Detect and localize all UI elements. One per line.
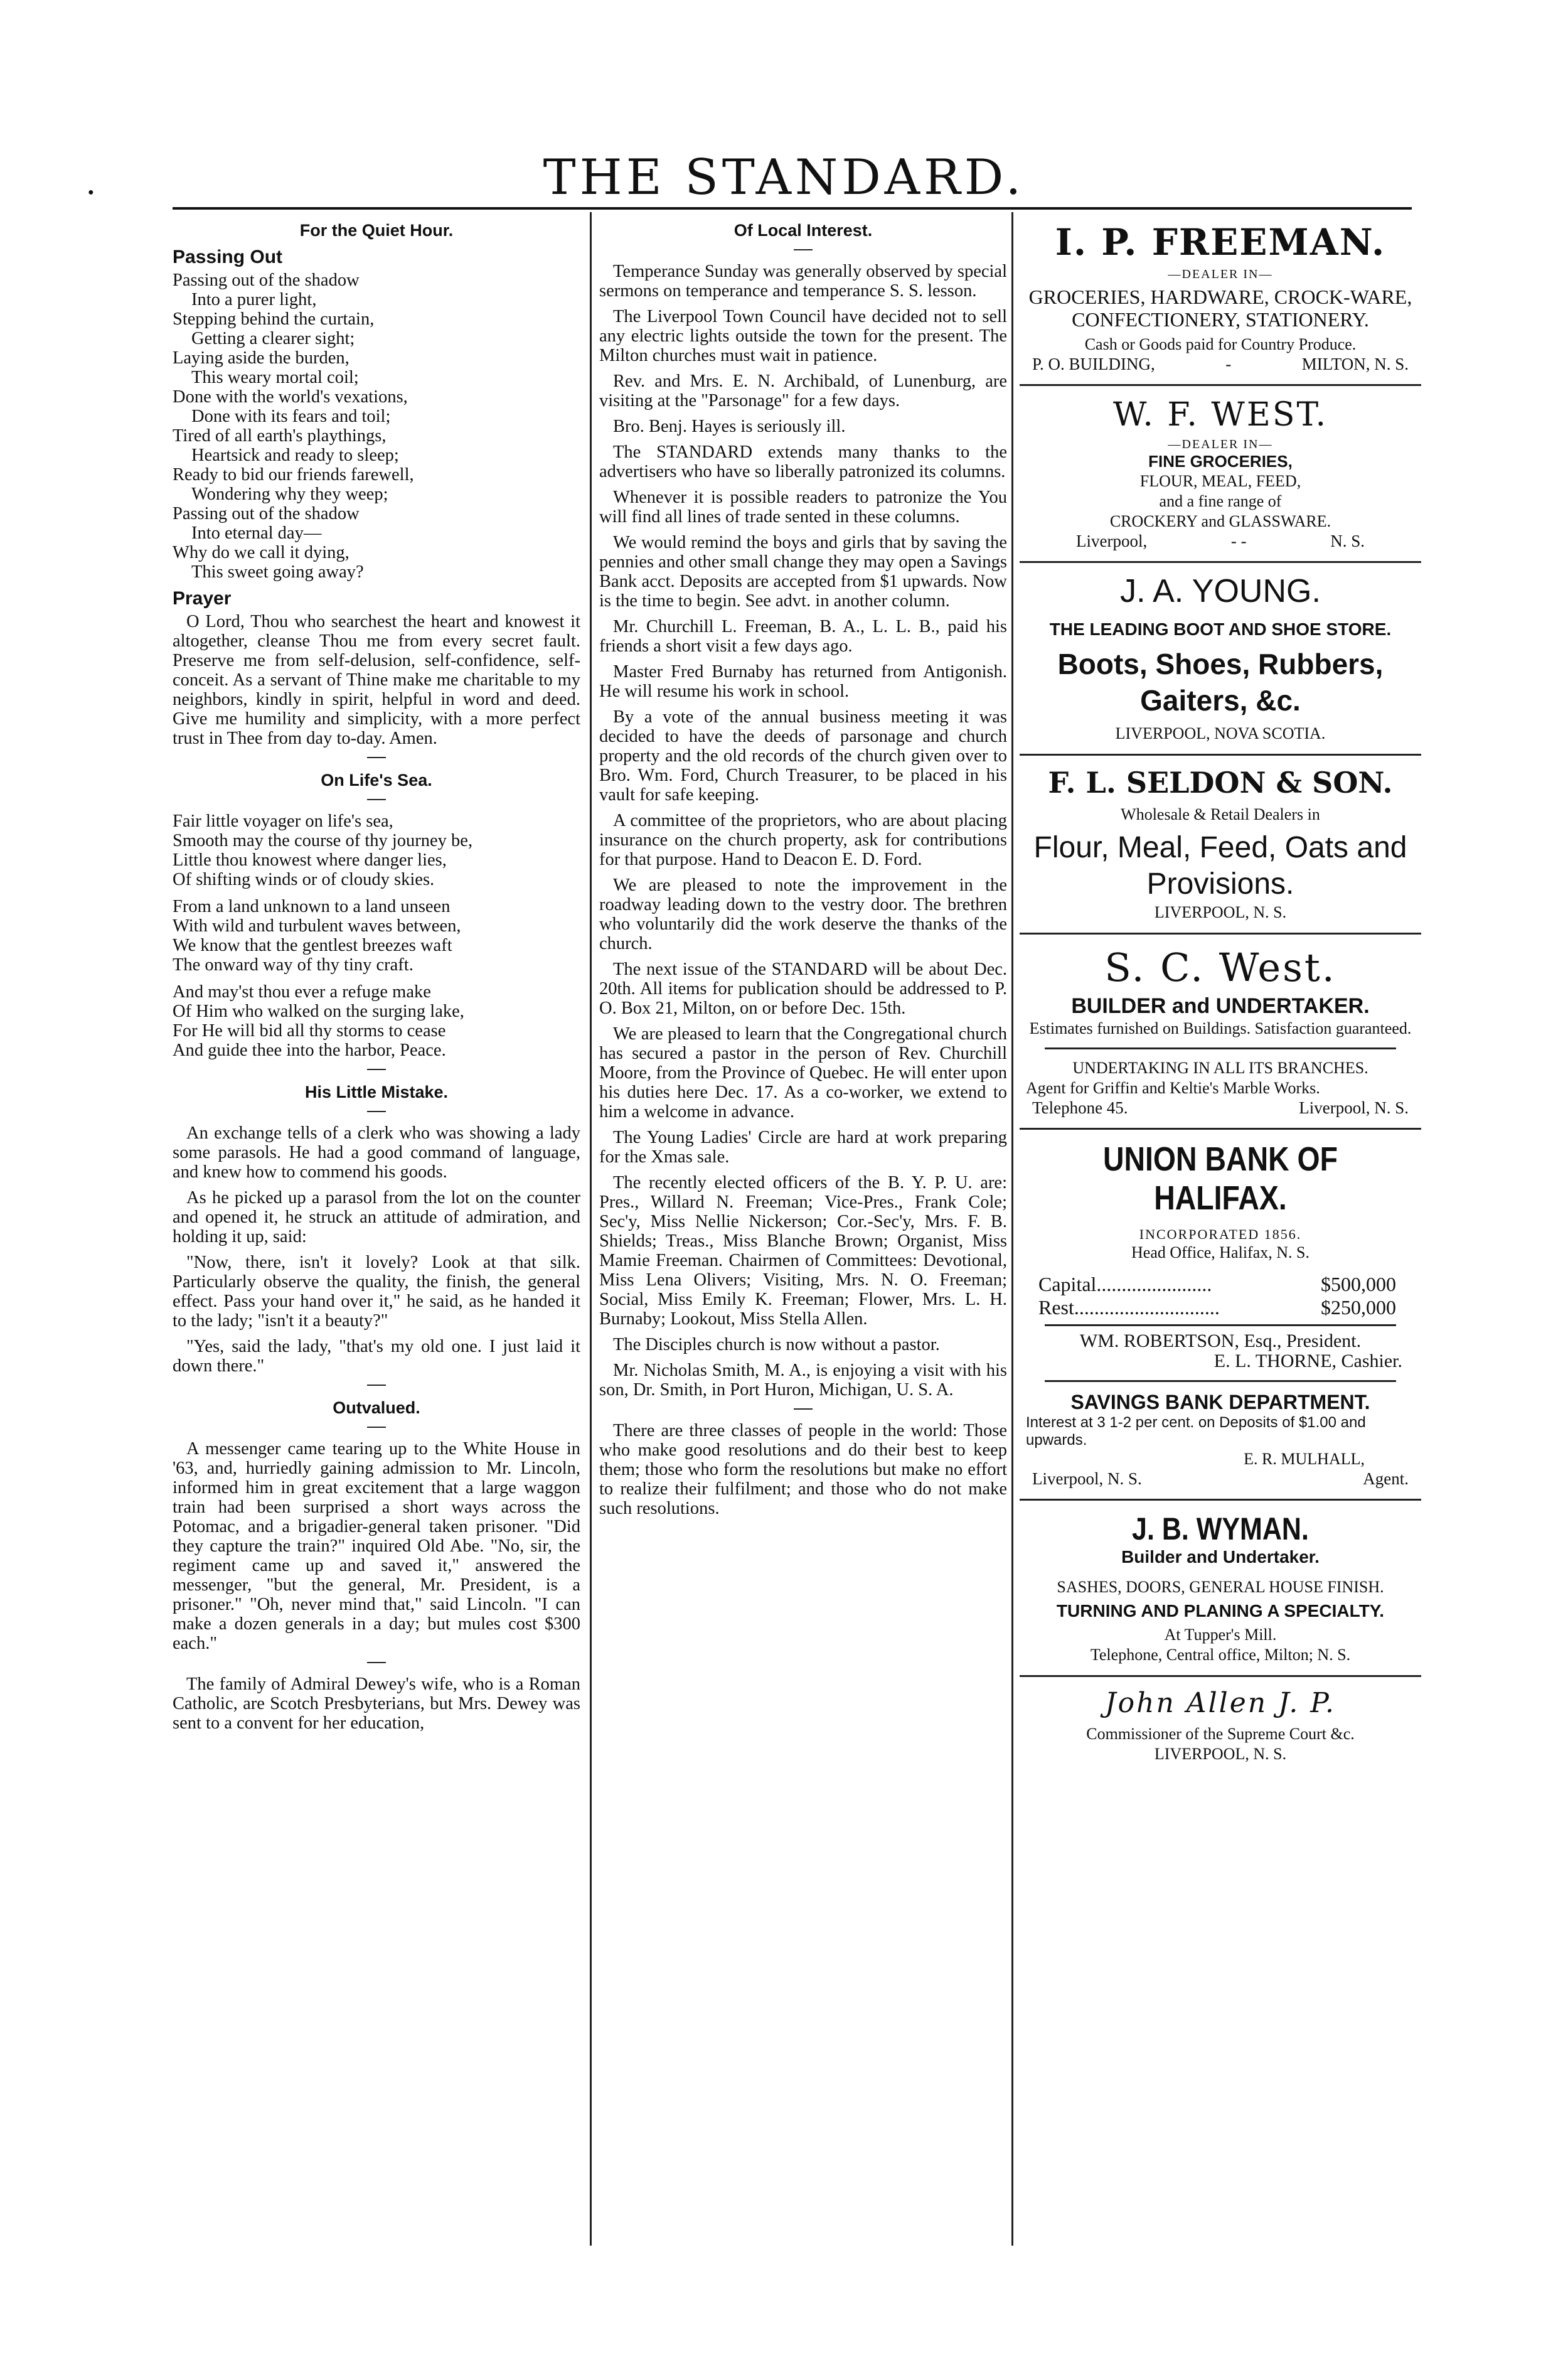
section-heading: His Little Mistake. — [304, 1083, 449, 1101]
ad-wf-west: W. F. WEST. —DEALER IN— FINE GROCERIES, FLOUR, MEAL, FEED, and a fine range of CROCKERY and GLASSWARE. Liverpool, - - N. S. — [1020, 396, 1421, 551]
poem-lifes-sea — [173, 812, 580, 1060]
stanza — [173, 812, 580, 889]
local-item: Mr. Nicholas Smith, M. A., is enjoying a visit with his son, Dr. Smith, in Port Huron, Michigan, U. S. A. — [599, 1361, 1007, 1400]
local-item: The recently elected officers of the B. Y. P. U. are: Pres., Willard N. Freeman; Vice-Pres., Frank Cole; Sec'y, Miss Nellie Nickerson; Cor.-Sec'y, Mrs. F. B. Shields; Treas., Miss Blanche Brown; Organist, Miss Mamie Freeman. Chairmen of Committees: Devotional, Miss Lena Olivers; Visiting, Mrs. N. O. Freeman; Social, Miss Emily K. Freeman; Flower, Mrs. L. H. Burnaby; Lookout, Miss Stella Allen. — [599, 1173, 1007, 1329]
poem-line: Fair little voyager on life's sea, — [173, 812, 393, 831]
local-item: Bro. Benj. Hayes is seriously ill. — [613, 417, 846, 436]
local-item: We would remind the boys and girls that by saving the pennies and other small change they may open a Savings Bank acct. Deposits are accepted from $1 upwards. Now is the time to begin. See advt. in another column. — [599, 533, 1007, 611]
poem-line: From a land unknown to a land unseen — [173, 897, 451, 916]
column-2 — [599, 212, 1007, 2130]
prayer-title: Prayer — [173, 588, 232, 609]
paragraph: "Yes, said the lady, "that's my old one. I just laid it down there." — [173, 1337, 580, 1376]
poem-line: Done with the world's vexations, — [173, 387, 408, 407]
section-heading: On Life's Sea. — [321, 771, 432, 790]
section-heading: Of Local Interest. — [733, 221, 873, 240]
local-item: The Disciples church is now without a pastor. — [613, 1335, 940, 1354]
local-item: Mr. Churchill L. Freeman, B. A., L. L. B., paid his friends a short visit a few days ago. — [599, 617, 1007, 656]
stanza — [173, 897, 580, 975]
paragraph: "Now, there, isn't it lovely? Look at that silk. Particularly observe the quality, the finish, the general effect. Pass your hand over it," he said, as he handed it to the lady; "isn't it a beauty?" — [173, 1253, 580, 1331]
ad-name: J. B. WYMAN. — [1132, 1511, 1309, 1546]
ad-name: F. L. SELDON & SON. — [1048, 766, 1393, 800]
poem-line: Smooth may the course of thy journey be, — [173, 831, 473, 850]
poem-line: Getting a clearer sight; — [191, 329, 355, 348]
ad-name: UNION BANK OF HALIFAX. — [1102, 1140, 1338, 1217]
local-item: We are pleased to note the improvement in the roadway leading down to the vestry door. The brethren who voluntarily did the work deserve the thanks of the church. — [599, 876, 1007, 953]
poem-line: The onward way of thy tiny craft. — [173, 955, 413, 975]
column-divider — [590, 212, 592, 2246]
poem-line: And guide thee into the harbor, Peace. — [173, 1041, 446, 1060]
poem-line: Passing out of the shadow — [173, 504, 360, 523]
poem-line: Of shifting winds or of cloudy skies. — [173, 870, 435, 889]
column-divider — [1011, 212, 1013, 2246]
local-items — [599, 262, 1007, 1400]
poem-line: With wild and turbulent waves between, — [173, 916, 461, 936]
poem-line: We know that the gentlest breezes waft — [173, 936, 452, 955]
section-heading: For the Quiet Hour. — [299, 221, 454, 240]
poem-line: Heartsick and ready to sleep; — [191, 446, 399, 465]
poem-line: Wondering why they weep; — [191, 485, 388, 504]
ad-name: S. C. West. — [1104, 945, 1336, 990]
top-rule — [173, 207, 1412, 210]
masthead-title: THE STANDARD. — [543, 149, 1025, 206]
closing-paragraph: There are three classes of people in the world: Those who make good resolutions and do their best to keep them; those who form the resolutions but make no effort to realize their fulfilment; and those who do not make such resolutions. — [599, 1421, 1007, 1518]
poem-line: Ready to bid our friends farewell, — [173, 465, 414, 485]
local-item: We are pleased to learn that the Congregational church has secured a pastor in the person of Rev. Churchill Moore, from the Province of Quebec. He will enter upon his duties here Dec. 17. As a co-worker, we extend to him a welcome in advance. — [599, 1024, 1007, 1122]
column-1 — [173, 212, 580, 2130]
local-item: The next issue of the STANDARD will be about Dec. 20th. All items for publication should be addressed to P. O. Box 21, Milton, on or before Dec. 15th. — [599, 960, 1007, 1018]
poem-line: Of Him who walked on the surging lake, — [173, 1002, 464, 1021]
dewey-paragraph: The family of Admiral Dewey's wife, who is a Roman Catholic, are Scotch Presbyterians, but Mrs. Dewey was sent to a convent for her education, — [173, 1674, 580, 1733]
local-item: Temperance Sunday was generally observed by special sermons on temperance and temperance S. S. lesson. — [599, 262, 1007, 301]
speck: ● — [88, 187, 94, 198]
story-outvalued — [173, 1439, 580, 1653]
ad-young: J. A. YOUNG. THE LEADING BOOT AND SHOE STORE. Boots, Shoes, Rubbers, Gaiters, &c. LIVERPOOL, NOVA SCOTIA. — [1020, 573, 1421, 744]
ad-name: W. F. WEST. — [1112, 396, 1328, 434]
poem-line: This weary mortal coil; — [191, 368, 359, 387]
paragraph: An exchange tells of a clerk who was showing a lady some parasols. He had a good command of language, and knew how to commend his goods. — [173, 1123, 580, 1182]
ad-seldon: F. L. SELDON & SON. Wholesale & Retail Dealers in Flour, Meal, Feed, Oats and Provisions. LIVERPOOL, N. S. — [1020, 766, 1421, 923]
local-item: Master Fred Burnaby has returned from Antigonish. He will resume his work in school. — [599, 662, 1007, 701]
poem-line: Stepping behind the curtain, — [173, 309, 375, 329]
local-item: Whenever it is possible readers to patronize the You will find all lines of trade sented in these columns. — [599, 488, 1007, 527]
section-heading: Outvalued. — [333, 1398, 420, 1417]
ad-john-allen: John Allen J. P. Commissioner of the Supreme Court &c. LIVERPOOL, N. S. — [1020, 1687, 1421, 1764]
poem-line: Passing out of the shadow — [173, 271, 360, 290]
ad-name: J. A. YOUNG. — [1120, 573, 1321, 609]
poem-line: And may'st thou ever a refuge make — [173, 982, 431, 1002]
local-item: By a vote of the annual business meeting it was decided to have the deeds of parsonage and church property and the old records of the church given over to Bro. Wm. Ford, Church Treasurer, to be placed in his vault for safe keeping. — [599, 707, 1007, 805]
story-little-mistake — [173, 1123, 580, 1376]
local-item: A committee of the proprietors, who are about placing insurance on the church property, ask for contributions for that purpose. Hand to Deacon E. D. Ford. — [599, 811, 1007, 869]
poem-passing-out — [173, 271, 580, 582]
ad-wyman: J. B. WYMAN. Builder and Undertaker. SASHES, DOORS, GENERAL HOUSE FINISH. TURNING AND PLANING A SPECIALTY. At Tupper's Mill. Telephone, Central office, Milton; N. S. — [1020, 1511, 1421, 1665]
local-item: Rev. and Mrs. E. N. Archibald, of Lunenburg, are visiting at the "Parsonage" for a few days. — [599, 372, 1007, 410]
paragraph: A messenger came tearing up to the White House in '63, and, hurriedly gaining admission to Mr. Lincoln, informed him in great excitement that a large waggon train had been surprised a short ways across the Potomac, and a brigadier-general taken prisoner. "Did they capture the train?" inquired Old Abe. "No, sir, the regiment came up and saved it," answered the messenger, "but the general, Mr. President, is a prisoner." "Oh, never mind that," said Lincoln. "I can make a dozen generals in a day; but mules cost $300 each." — [173, 1439, 580, 1653]
poem-line: Into eternal day— — [191, 523, 322, 543]
local-item: The Liverpool Town Council have decided not to sell any electric lights outside the town for the present. The Milton churches must wait in patience. — [599, 307, 1007, 365]
column-3-ads — [1020, 212, 1421, 2130]
poem-line: For He will bid all thy storms to cease — [173, 1021, 446, 1041]
stanza — [173, 982, 580, 1060]
paragraph: As he picked up a parasol from the lot on the counter and opened it, he struck an attitude of admiration, and holding it up, said: — [173, 1188, 580, 1246]
poem-line: Why do we call it dying, — [173, 543, 349, 562]
ad-union-bank: UNION BANK OF HALIFAX. INCORPORATED 1856. Head Office, Halifax, N. S. Capital....................... $500,000 Rest............................. $250,000 WM. ROBERTSON, Esq., President. E. L. THORNE, Cashier. SAVINGS BANK DEPARTMENT. Interest at 3 1-2 per cent. on Deposits of $1.00 and upwards. E. R. MULHALL, Liverpool, N. S. Agent. — [1026, 1140, 1409, 1488]
local-item: The STANDARD extends many thanks to the advertisers who have so liberally patronized its columns. — [599, 442, 1007, 481]
ad-sc-west: S. C. West. BUILDER and UNDERTAKER. Estimates furnished on Buildings. Satisfaction guaranteed. UNDERTAKING IN ALL ITS BRANCHES. Agent for Griffin and Keltie's Marble Works. Telephone 45. Liverpool, N. S. — [1020, 945, 1421, 1118]
ad-name: John Allen J. P. — [1105, 1687, 1336, 1719]
prayer-text: O Lord, Thou who searchest the heart and knowest it altogether, cleanse Thou me from every secret fault. Preserve me from self-delusion, self-confidence, self-conceit. As a servant of Thine make me charitable to my neighbors, kindly in spirit, helpful in word and deed. Give me humility and simplicity, with a more perfect trust in Thee from day to-day. Amen. — [173, 612, 580, 748]
poem-line: Tired of all earth's playthings, — [173, 426, 387, 446]
ad-name: I. P. FREEMAN. — [1055, 221, 1386, 264]
poem-line: Done with its fears and toil; — [191, 407, 391, 426]
poem-line: Little thou knowest where danger lies, — [173, 850, 447, 870]
poem-title: Passing Out — [173, 247, 283, 267]
poem-line: Laying aside the burden, — [173, 348, 349, 368]
poem-line: This sweet going away? — [191, 562, 364, 582]
local-item: The Young Ladies' Circle are hard at work preparing for the Xmas sale. — [599, 1128, 1007, 1167]
ad-freeman: I. P. FREEMAN. —DEALER IN— GROCERIES, HARDWARE, CROCK-WARE, CONFECTIONERY, STATIONERY. Cash or Goods paid for Country Produce. P. O. BUILDING, - MILTON, N. S. — [1020, 221, 1421, 374]
poem-line: Into a purer light, — [191, 290, 317, 309]
